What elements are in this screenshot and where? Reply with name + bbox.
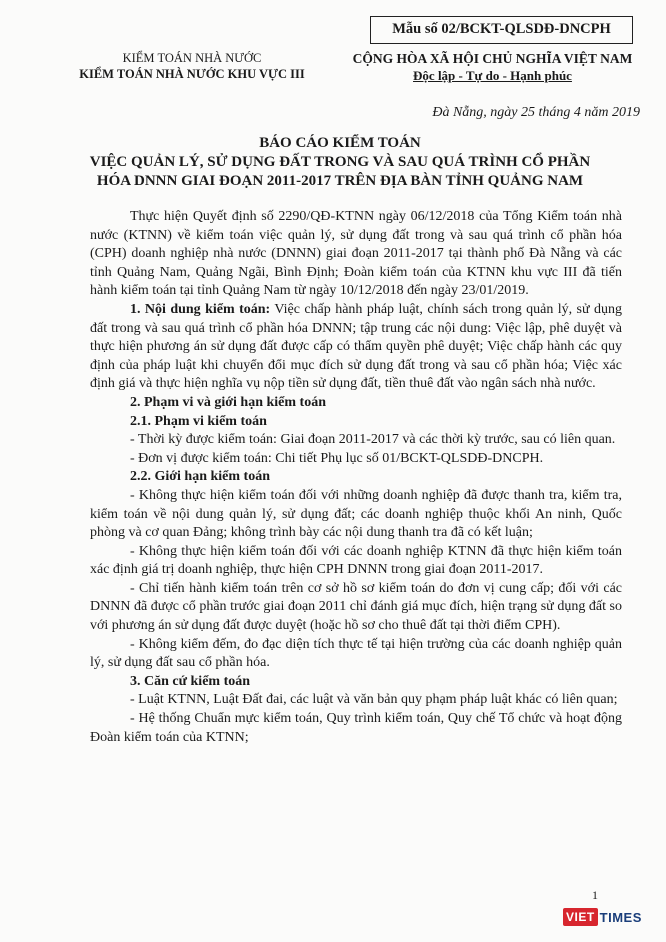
report-title [60, 134, 620, 191]
vietimes-logo [563, 905, 642, 929]
intro-paragraph: Thực hiện Quyết định số 2290/QĐ-KTNN ngày 06/12/2018 của Tổng Kiểm toán nhà nước (KTNN) về kiểm toán việc quản lý, sử dụng đất trong và sau quá trình cổ phần hóa (CPH) doanh nghiệp nhà nước (DNNN) giai đoạn 2011-2017 tại thành phố Đà Nẵng và các tỉnh Quảng Nam, Quảng Ngãi, Bình Định; Đoàn kiểm toán của KTNN khu vực III đã tiến hành kiểm toán tại tỉnh Quảng Nam từ ngày 10/12/2018 đến ngày 23/01/2019. [90, 209, 622, 299]
report-body [90, 208, 622, 747]
section-2-2-heading: 2.2. Giới hạn kiểm toán [130, 469, 270, 485]
section-3-heading: 3. Căn cứ kiểm toán [130, 673, 251, 689]
section-2-2-paragraph-1: - Không thực hiện kiểm toán đối với những doanh nghiệp đã được thanh tra, kiểm tra, kiểm toán về nội dung quản lý, sử dụng đất; các doanh nghiệp thuộc khối An ninh, Quốc phòng và cơ quan Đảng; không trình bày các nội dung thanh tra đã có kết luận; [90, 487, 622, 541]
national-header [335, 50, 650, 84]
agency-parent: KIỂM TOÁN NHÀ NƯỚC [122, 51, 262, 65]
national-motto: Độc lập - Tự do - Hạnh phúc [413, 68, 572, 83]
section-2-1-paragraph-1: - Thời kỳ được kiểm toán: Giai đoạn 2011-2017 và các thời kỳ trước, sau có liên quan. [130, 432, 616, 448]
section-2-2-paragraph-3: - Chỉ tiến hành kiểm toán trên cơ sở hồ sơ kiểm toán do đơn vị cung cấp; đối với các DNNN đã được cổ phần trước giai đoạn 2011 chỉ đánh giá mục đích, hiện trạng sử dụng đất so với phương án sử dụng đất được duyệt (hoặc hồ sơ cho thuê đất tại thời điểm CPH). [90, 580, 622, 634]
issuing-agency-header [62, 50, 322, 82]
section-3-paragraph-1: - Luật KTNN, Luật Đất đai, các luật và văn bản quy phạm pháp luật khác có liên quan; [130, 692, 618, 708]
page-number: 1 [592, 888, 598, 902]
section-1-text: Việc chấp hành pháp luật, chính sách trong quản lý, sử dụng đất trong và sau quá trình cổ phần hóa DNNN; tập trung các nội dung: Việc lập, phê duyệt và thực hiện phương án sử dụng đất được cấp có thẩm quyền phê duyệt; Việc chấp hành các quy định của pháp luật khi chuyển đổi mục đích sử dụng đất trong và sau cổ phần hóa; Việc xác định giá và thực hiện nghĩa vụ nộp tiền sử dụng đất, tiền thuê đất vào ngân sách nhà nước. [90, 301, 622, 392]
section-1-heading: 1. Nội dung kiểm toán: [130, 301, 271, 317]
logo-part-viet: VIET [563, 908, 598, 926]
section-2-2-paragraph-2: - Không thực hiện kiểm toán đối với các doanh nghiệp KTNN đã thực hiện kiểm toán xác định giá trị doanh nghiệp, thực hiện CPH DNNN trong giai đoạn 2011-2017. [90, 543, 622, 578]
section-3-paragraph-2: - Hệ thống Chuẩn mực kiểm toán, Quy trình kiểm toán, Quy chế Tổ chức và hoạt động Đoàn kiểm toán của KTNN; [90, 711, 622, 745]
title-line-1: BÁO CÁO KIỂM TOÁN [259, 135, 421, 151]
section-1-paragraph [90, 301, 622, 394]
title-line-2: VIỆC QUẢN LÝ, SỬ DỤNG ĐẤT TRONG VÀ SAU QUÁ TRÌNH CỔ PHẦN [89, 154, 591, 170]
section-2-1-heading: 2.1. Phạm vi kiểm toán [130, 413, 267, 429]
section-2-1-paragraph-2: - Đơn vị được kiểm toán: Chi tiết Phụ lục số 01/BCKT-QLSDĐ-DNCPH. [130, 450, 544, 466]
section-2-2-paragraph-4: - Không kiểm đếm, đo đạc diện tích thực tế tại hiện trường của các doanh nghiệp quản lý, sử dụng đất sau cổ phần hóa. [90, 636, 622, 671]
national-title: CỘNG HÒA XÃ HỘI CHỦ NGHĨA VIỆT NAM [352, 51, 633, 66]
title-line-3: HÓA DNNN GIAI ĐOẠN 2011-2017 TRÊN ĐỊA BÀN TỈNH QUẢNG NAM [96, 173, 584, 189]
logo-part-times: TIMES [599, 909, 642, 925]
form-number-box: Mẫu số 02/BCKT-QLSDĐ-DNCPH [370, 16, 633, 44]
date-line: Đà Nẵng, ngày 25 tháng 4 năm 2019 [432, 105, 640, 120]
agency-name: KIỂM TOÁN NHÀ NƯỚC KHU VỰC III [79, 67, 305, 81]
section-2-heading: 2. Phạm vi và giới hạn kiểm toán [130, 394, 326, 410]
